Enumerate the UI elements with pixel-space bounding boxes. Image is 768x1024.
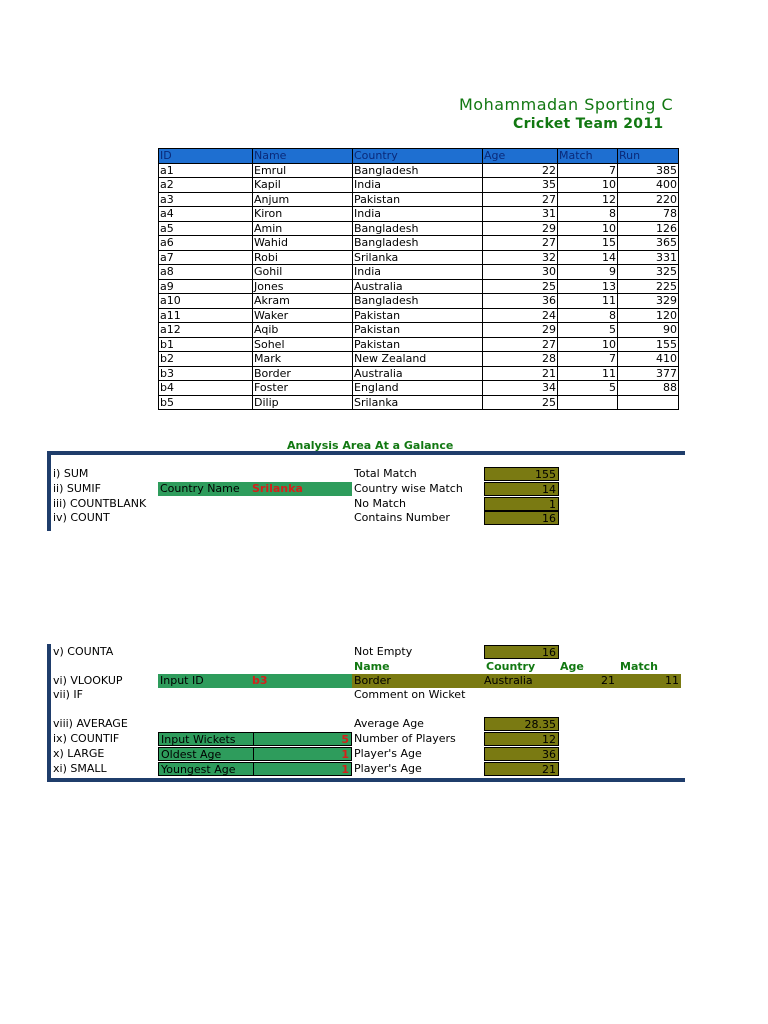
table-cell[interactable]: Jones	[253, 279, 353, 294]
table-cell[interactable]: 27	[483, 337, 558, 352]
countif-input-value[interactable]: 5	[341, 733, 349, 746]
table-row	[159, 323, 679, 338]
table-cell[interactable]: Kiron	[253, 207, 353, 222]
table-cell[interactable]: Pakistan	[353, 337, 483, 352]
counta-label: v) COUNTA	[53, 645, 114, 658]
count-label: iv) COUNT	[53, 511, 110, 524]
table-row	[159, 395, 679, 410]
small-value[interactable]: 21	[484, 762, 559, 776]
sum-desc: Total Match	[354, 467, 417, 480]
table-cell[interactable]: 78	[618, 207, 679, 222]
table-cell[interactable]: Amin	[253, 221, 353, 236]
table-cell[interactable]: 24	[483, 308, 558, 323]
analysis-heading: Analysis Area At a Galance	[287, 439, 454, 452]
sumif-value[interactable]: 14	[484, 482, 559, 496]
small-label: xi) SMALL	[53, 762, 107, 775]
table-cell[interactable]: b5	[159, 395, 253, 410]
table-row	[159, 352, 679, 367]
table-cell[interactable]: b4	[159, 381, 253, 396]
small-input-cell[interactable]	[158, 762, 352, 776]
table-cell[interactable]: 8	[558, 308, 618, 323]
sum-value[interactable]: 155	[484, 467, 559, 481]
table-row	[159, 381, 679, 396]
table-cell[interactable]: 220	[618, 192, 679, 207]
table-cell[interactable]: b3	[159, 366, 253, 381]
page-title: Mohammadan Sporting C	[459, 95, 674, 114]
table-cell[interactable]: 36	[483, 294, 558, 309]
table-cell[interactable]: 27	[483, 236, 558, 251]
column-header-name[interactable]: Name	[253, 149, 353, 164]
table-cell[interactable]: 155	[618, 337, 679, 352]
table-cell[interactable]: a11	[159, 308, 253, 323]
table-cell[interactable]: Border	[253, 366, 353, 381]
table-cell[interactable]: 225	[618, 279, 679, 294]
table-cell[interactable]: a6	[159, 236, 253, 251]
table-row	[159, 192, 679, 207]
table-cell[interactable]: 15	[558, 236, 618, 251]
table-header-row	[159, 149, 679, 164]
table-row	[159, 337, 679, 352]
vlookup-input-value[interactable]: b3	[252, 674, 268, 687]
countif-desc: Number of Players	[354, 732, 456, 745]
table-cell[interactable]	[558, 395, 618, 410]
table-cell[interactable]: India	[353, 178, 483, 193]
table-cell[interactable]: a9	[159, 279, 253, 294]
table-cell[interactable]: 14	[558, 250, 618, 265]
table-cell[interactable]: 377	[618, 366, 679, 381]
table-cell[interactable]: 13	[558, 279, 618, 294]
table-cell[interactable]: Foster	[253, 381, 353, 396]
vlookup-result-name: Border	[354, 674, 391, 687]
vlookup-header-name: Name	[354, 660, 390, 673]
table-cell[interactable]: 27	[483, 192, 558, 207]
table-cell[interactable]: a5	[159, 221, 253, 236]
table-cell[interactable]: Kapil	[253, 178, 353, 193]
countblank-value[interactable]: 1	[484, 497, 559, 511]
table-cell[interactable]: a12	[159, 323, 253, 338]
countblank-desc: No Match	[354, 497, 407, 510]
sumif-input-cell[interactable]	[158, 482, 352, 496]
table-cell[interactable]: b1	[159, 337, 253, 352]
table-cell[interactable]: Bangladesh	[353, 294, 483, 309]
table-cell[interactable]: 29	[483, 221, 558, 236]
players-table	[158, 148, 679, 410]
table-cell[interactable]: India	[353, 265, 483, 280]
counta-desc: Not Empty	[354, 645, 413, 658]
countif-value[interactable]: 12	[484, 732, 559, 746]
table-cell[interactable]: Pakistan	[353, 323, 483, 338]
if-desc: Comment on Wicket	[354, 688, 466, 701]
if-label: vii) IF	[53, 688, 83, 701]
vlookup-result-country: Australia	[484, 674, 533, 687]
large-label: x) LARGE	[53, 747, 105, 760]
page-subtitle: Cricket Team 2011	[513, 116, 664, 132]
table-cell[interactable]: New Zealand	[353, 352, 483, 367]
table-cell[interactable]: Bangladesh	[353, 163, 483, 178]
column-header-age[interactable]: Age	[483, 149, 558, 164]
table-row	[159, 250, 679, 265]
countblank-label: iii) COUNTBLANK	[53, 497, 147, 510]
table-row	[159, 294, 679, 309]
table-cell[interactable]: 22	[483, 163, 558, 178]
table-cell[interactable]: India	[353, 207, 483, 222]
table-cell[interactable]: 5	[558, 323, 618, 338]
vlookup-header-age: Age	[560, 660, 584, 673]
table-cell[interactable]: 11	[558, 294, 618, 309]
table-cell[interactable]: 325	[618, 265, 679, 280]
countif-label: ix) COUNTIF	[53, 732, 120, 745]
column-header-run[interactable]: Run	[618, 149, 679, 164]
table-cell[interactable]: Gohil	[253, 265, 353, 280]
table-cell[interactable]: Srilanka	[353, 395, 483, 410]
table-cell[interactable]	[618, 395, 679, 410]
table-cell[interactable]: 10	[558, 337, 618, 352]
table-cell[interactable]: 410	[618, 352, 679, 367]
table-cell[interactable]: 10	[558, 221, 618, 236]
table-cell[interactable]: a1	[159, 163, 253, 178]
counta-value[interactable]: 16	[484, 645, 559, 659]
small-input-label: Youngest Age	[161, 763, 236, 776]
table-cell[interactable]: a2	[159, 178, 253, 193]
table-cell[interactable]: 120	[618, 308, 679, 323]
table-cell[interactable]: Australia	[353, 279, 483, 294]
table-cell[interactable]: Sohel	[253, 337, 353, 352]
table-cell[interactable]: Aqib	[253, 323, 353, 338]
table-cell[interactable]: a4	[159, 207, 253, 222]
table-row	[159, 366, 679, 381]
cell-divider	[253, 763, 254, 775]
column-header-country[interactable]: Country	[353, 149, 483, 164]
table-cell[interactable]: 126	[618, 221, 679, 236]
large-input-label: Oldest Age	[161, 748, 222, 761]
table-cell[interactable]: 35	[483, 178, 558, 193]
table-cell[interactable]: Bangladesh	[353, 221, 483, 236]
count-value[interactable]: 16	[484, 511, 559, 525]
average-label: viii) AVERAGE	[53, 717, 128, 730]
table-cell[interactable]: 88	[618, 381, 679, 396]
table-cell[interactable]: Dilip	[253, 395, 353, 410]
count-desc: Contains Number	[354, 511, 450, 524]
average-value[interactable]: 28.35	[484, 717, 559, 731]
table-cell[interactable]: 21	[483, 366, 558, 381]
table-cell[interactable]: 7	[558, 163, 618, 178]
table-cell[interactable]: 9	[558, 265, 618, 280]
table-cell[interactable]: 331	[618, 250, 679, 265]
cell-divider	[253, 748, 254, 760]
vlookup-input-label: Input ID	[160, 674, 204, 687]
table-cell[interactable]: Srilanka	[353, 250, 483, 265]
sumif-input-value[interactable]: Srilanka	[252, 482, 303, 495]
table-cell[interactable]: 385	[618, 163, 679, 178]
table-row	[159, 221, 679, 236]
table-cell[interactable]: Bangladesh	[353, 236, 483, 251]
column-header-match[interactable]: Match	[558, 149, 618, 164]
table-cell[interactable]: 8	[558, 207, 618, 222]
table-cell[interactable]: 10	[558, 178, 618, 193]
vlookup-input-cell[interactable]	[158, 674, 352, 688]
table-cell[interactable]: Robi	[253, 250, 353, 265]
countif-input-cell[interactable]	[158, 732, 352, 746]
table-cell[interactable]: 11	[558, 366, 618, 381]
sumif-label: ii) SUMIF	[53, 482, 101, 495]
table-cell[interactable]: England	[353, 381, 483, 396]
table-row	[159, 178, 679, 193]
table-cell[interactable]: 29	[483, 323, 558, 338]
vlookup-header-match: Match	[620, 660, 658, 673]
small-input-value[interactable]: 1	[341, 763, 349, 776]
table-cell[interactable]: a10	[159, 294, 253, 309]
vlookup-header-country: Country	[486, 660, 536, 673]
vlookup-result-age: 21	[601, 674, 615, 687]
table-cell[interactable]: a3	[159, 192, 253, 207]
table-cell[interactable]: 32	[483, 250, 558, 265]
table-cell[interactable]: 400	[618, 178, 679, 193]
table-cell[interactable]: a7	[159, 250, 253, 265]
countif-input-label: Input Wickets	[161, 733, 236, 746]
table-cell[interactable]: 12	[558, 192, 618, 207]
table-row	[159, 236, 679, 251]
table-cell[interactable]: 25	[483, 395, 558, 410]
table-cell[interactable]: 28	[483, 352, 558, 367]
table-cell[interactable]: Australia	[353, 366, 483, 381]
table-cell[interactable]: 365	[618, 236, 679, 251]
sum-label: i) SUM	[53, 467, 89, 480]
vlookup-label: vi) VLOOKUP	[53, 674, 123, 687]
table-cell[interactable]: Pakistan	[353, 308, 483, 323]
table-cell[interactable]: b2	[159, 352, 253, 367]
table-cell[interactable]: 7	[558, 352, 618, 367]
column-header-id[interactable]: ID	[159, 149, 253, 164]
large-desc: Player's Age	[354, 747, 422, 760]
table-cell[interactable]: 90	[618, 323, 679, 338]
average-desc: Average Age	[354, 717, 424, 730]
table-cell[interactable]: 31	[483, 207, 558, 222]
table-cell[interactable]: 30	[483, 265, 558, 280]
table-row	[159, 265, 679, 280]
large-input-cell[interactable]	[158, 747, 352, 761]
table-cell[interactable]: Pakistan	[353, 192, 483, 207]
table-row	[159, 279, 679, 294]
sumif-desc: Country wise Match	[354, 482, 463, 495]
cell-divider	[253, 733, 254, 745]
table-row	[159, 308, 679, 323]
table-cell[interactable]: Wahid	[253, 236, 353, 251]
large-value[interactable]: 36	[484, 747, 559, 761]
table-cell[interactable]: Mark	[253, 352, 353, 367]
table-cell[interactable]: 5	[558, 381, 618, 396]
table-row	[159, 207, 679, 222]
table-body	[159, 163, 679, 410]
table-cell[interactable]: 25	[483, 279, 558, 294]
table-row	[159, 163, 679, 178]
vlookup-result-match: 11	[665, 674, 679, 687]
table-cell[interactable]: Akram	[253, 294, 353, 309]
vlookup-result-row	[352, 674, 681, 688]
table-cell[interactable]: 329	[618, 294, 679, 309]
table-cell[interactable]: 34	[483, 381, 558, 396]
small-desc: Player's Age	[354, 762, 422, 775]
table-cell[interactable]: Emrul	[253, 163, 353, 178]
table-cell[interactable]: a8	[159, 265, 253, 280]
sumif-input-label: Country Name	[160, 482, 240, 495]
large-input-value[interactable]: 1	[341, 748, 349, 761]
table-cell[interactable]: Waker	[253, 308, 353, 323]
table-cell[interactable]: Anjum	[253, 192, 353, 207]
